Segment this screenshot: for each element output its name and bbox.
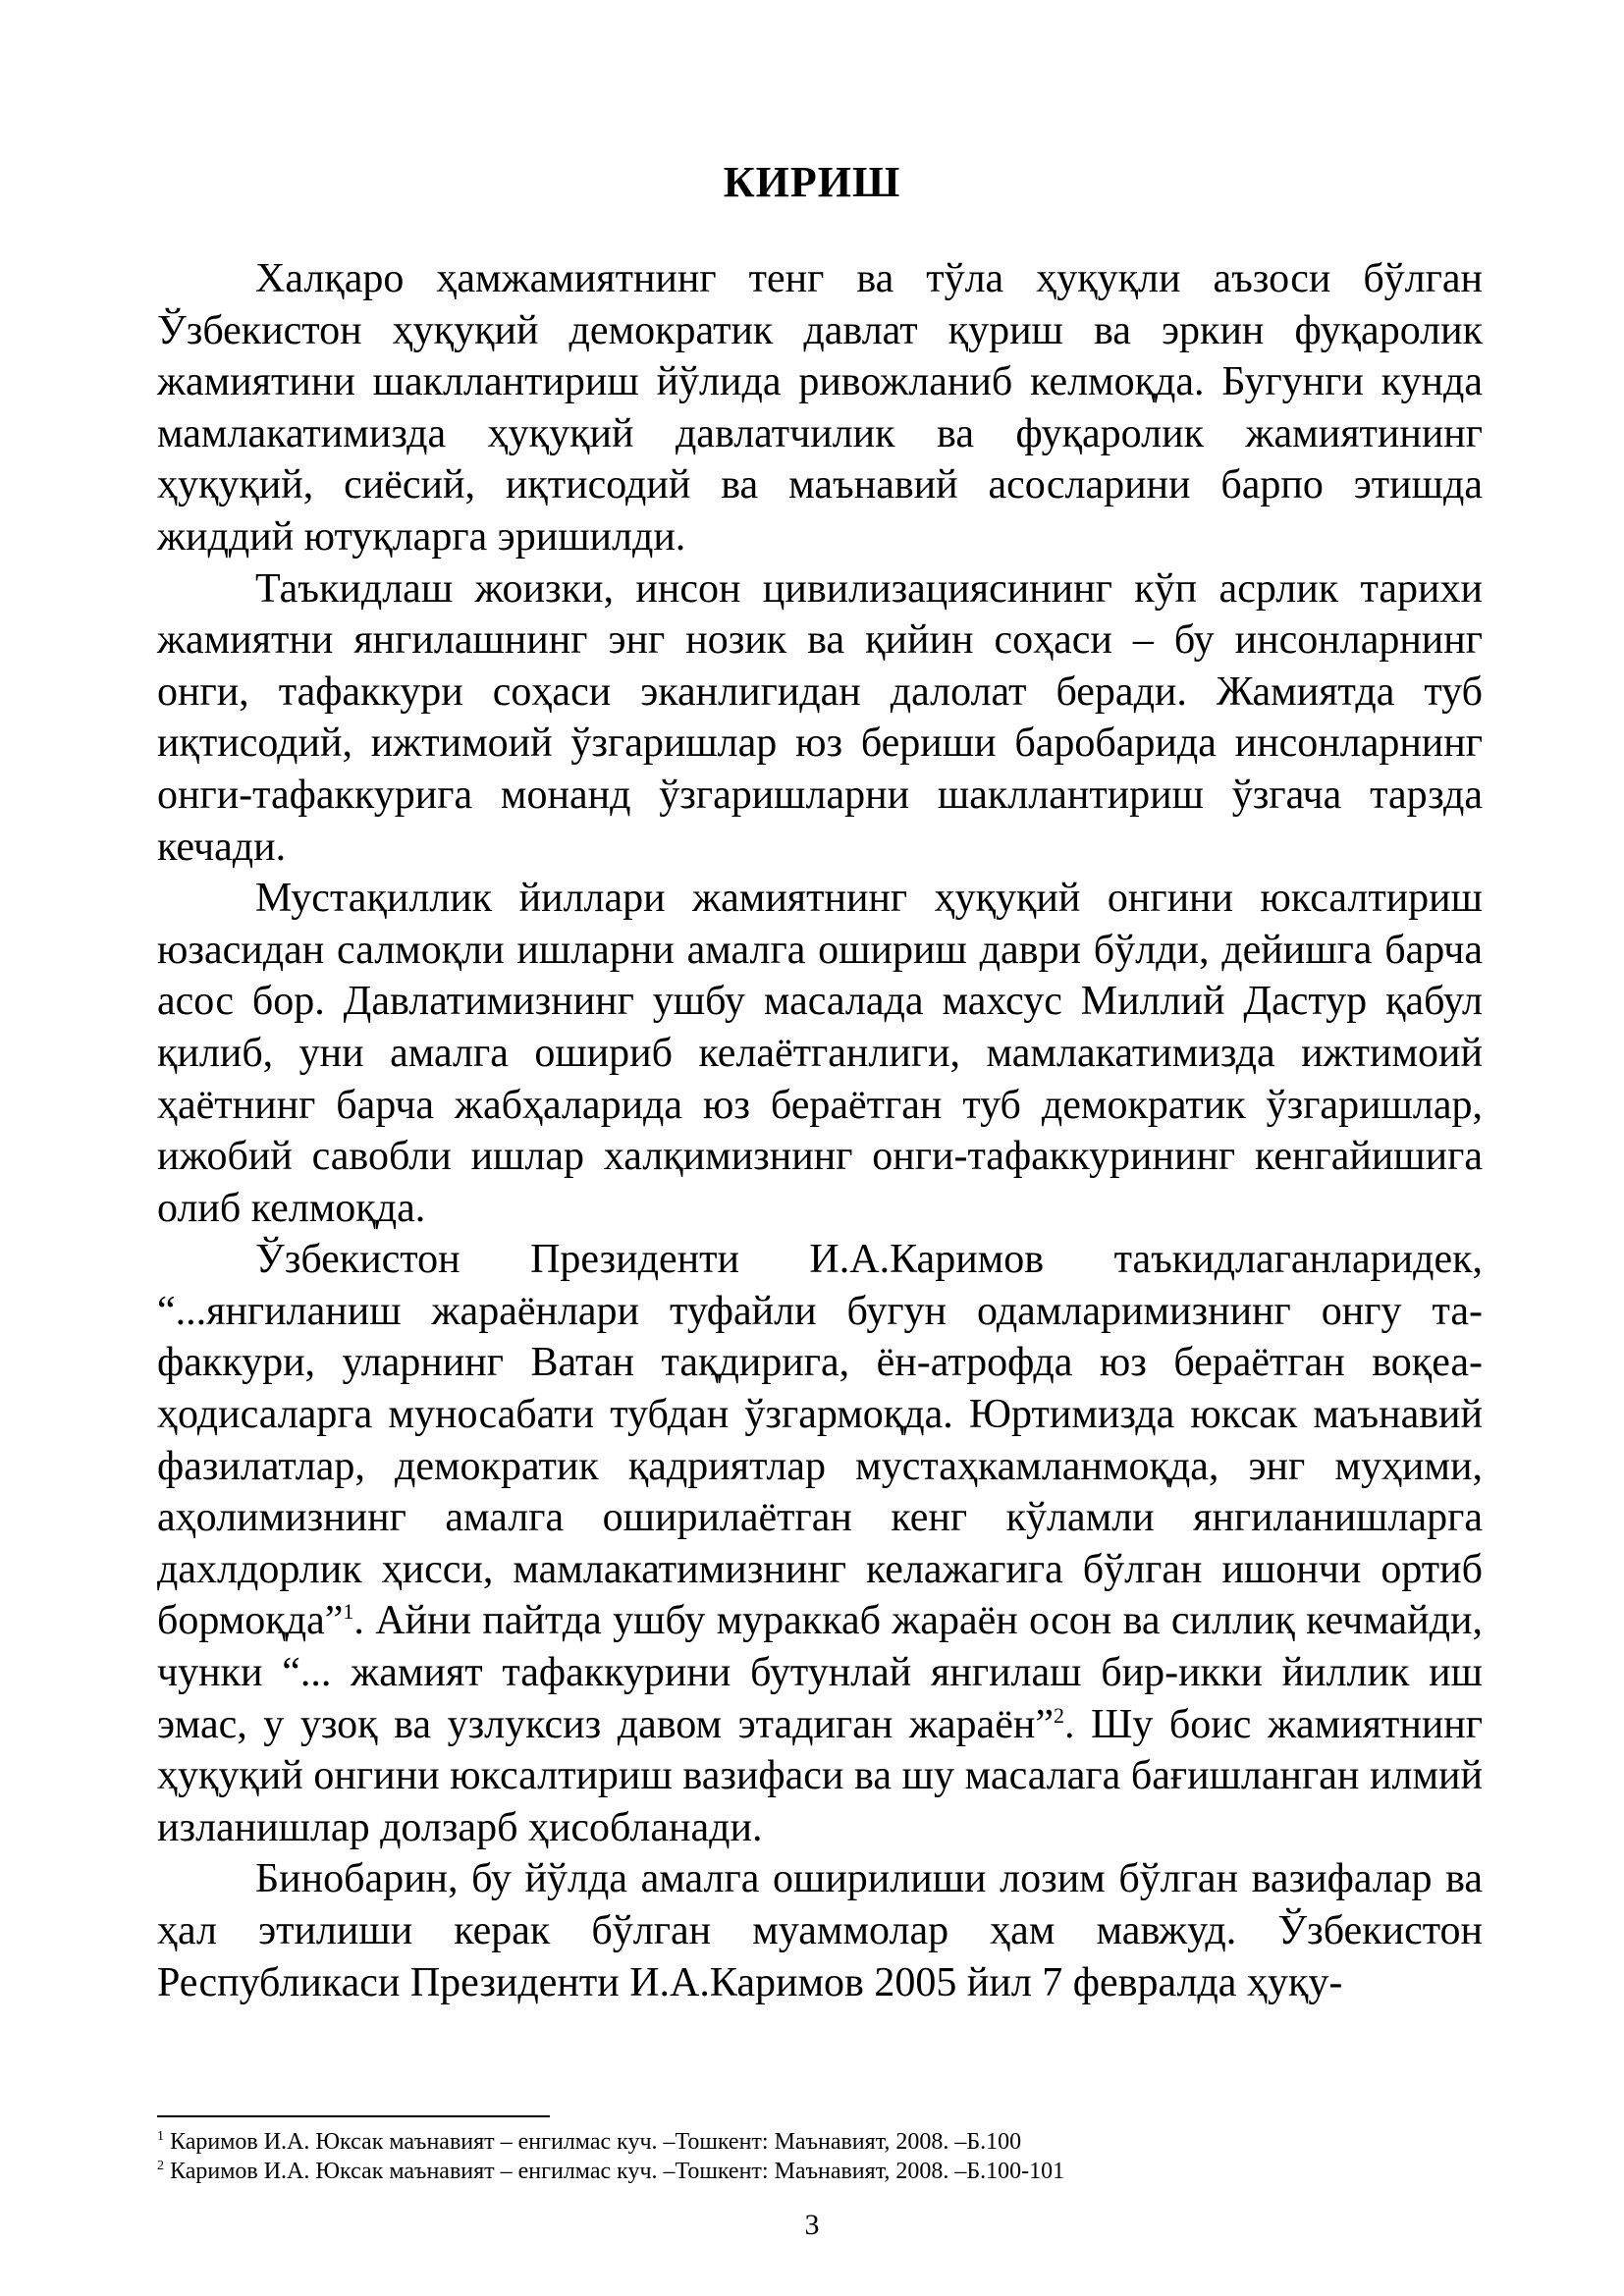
footnote-1-marker: 1 [157,2129,164,2144]
page-number: 3 [804,2209,820,2241]
paragraph-4 [157,1234,1483,1853]
footnote-ref-2: 2 [1053,1702,1064,1728]
paragraph-3: Мустақиллик йиллари жамиятнинг ҳуқуқий онгини юксалтириш юзасидан салмоқли ишларни амалга ошириш даври бўлди, дейишга барча асос бор. Давлатимизнинг ушбу масалада махсус Миллий Дастур қабул қилиб, уни амалга ошириб келаётганлиги, мамлакатимизда ижтимоий ҳаётнинг барча жабҳаларида юз бераётган туб демократик ўзгаришлар, ижобий савобли ишлар халқимизнинг онги-тафаккурининг кенгайишига олиб келмоқда. [157,876,1483,1231]
paragraph-4-part-1: Ўзбекистон Президенти И.А.Каримов таъкидлаганларидек, “...янгиланиш жараёнлари туфайли бугун одамларимизнинг онгу тафаккури, уларнинг Ватан тақдирига, ён-атрофда юз бераётган воқеа-ҳодисаларга муносабати тубдан ўзгармоқда. Юртимизда юксак маънавий фазилатлар, демократик қадриятлар мустаҳкамланмоқда, энг муҳими, аҳолимизнинг амалга оширилаётган кенг кўламли янгиланишларга дахлдорлик ҳисси, мамлакатимизнинг келажагига бўлган ишончи ортиб бормоқда” [157,1237,1483,1644]
paragraph-5: Бинобарин, бу йўлда амалга оширилиши лозим бўлган вазифалар ва ҳал этилиши керак бўлган муаммолар ҳам мавжуд. Ўзбекистон Республикаси Президенти И.А.Каримов 2005 йил 7 февралда ҳуқу- [157,1856,1483,2005]
footnote-2 [157,2157,1483,2186]
paragraph-1: Халқаро ҳамжамиятнинг тенг ва тўла ҳуқуқли аъзоси бўлган Ўзбекистон ҳуқуқий демократик давлат қуриш ва эркин фуқаролик жамиятини шакллантириш йўлида ривожланиб келмоқда. Бугунги кунда мамлакатимизда ҳуқуқий давлатчилик ва фуқаролик жамиятининг ҳуқуқий, сиёсий, иқтисодий ва маънавий асосларини барпо этишда жиддий ютуқларга эришилди. [157,256,1483,560]
footnotes [157,2127,1483,2186]
paragraph-2: Таъкидлаш жоизки, инсон цивилизациясининг кўп асрлик тарихи жамиятни янгилашнинг энг нозик ва қийин соҳаси – бу инсонларнинг онги, тафаккури соҳаси эканлигидан далолат беради. Жамиятда туб иқтисодий, ижтимоий ўзгаришлар юз бериши баробарида инсонларнинг онги-тафаккурига монанд ўзгаришларни шакллантириш ўзгача тарзда кечади. [157,565,1483,870]
footnote-2-marker: 2 [157,2159,164,2173]
section-heading: КИРИШ [723,158,901,206]
paragraph-4-part-3: . Шу боис жамиятнинг ҳуқуқий онгини юксалтириш вазифаси ва шу масалага бағишланган илмий изланишлар долзарб ҳисобланади. [157,1701,1484,1850]
footnote-1-text: Каримов И.А. Юксак маънавият – енгилмас куч. –Тошкент: Маънавият, 2008. –Б.100 [164,2129,1022,2155]
paragraph-4-part-2: . Айни пайтда ушбу мураккаб жараён осон ва силлиқ кечмайди, чунки “... жамият тафаккурини бутунлай янгилаш бир-икки йиллик иш эмас, у узоқ ва узлуксиз давом этадиган жараён” [157,1598,1483,1747]
body-text [157,253,1483,2008]
footnote-1 [157,2127,1483,2157]
footnote-2-text: Каримов И.А. Юксак маънавият – енгилмас куч. –Тошкент: Маънавият, 2008. –Б.100-101 [164,2159,1065,2184]
footnote-separator [157,2115,550,2117]
footnote-ref-1: 1 [343,1599,354,1625]
